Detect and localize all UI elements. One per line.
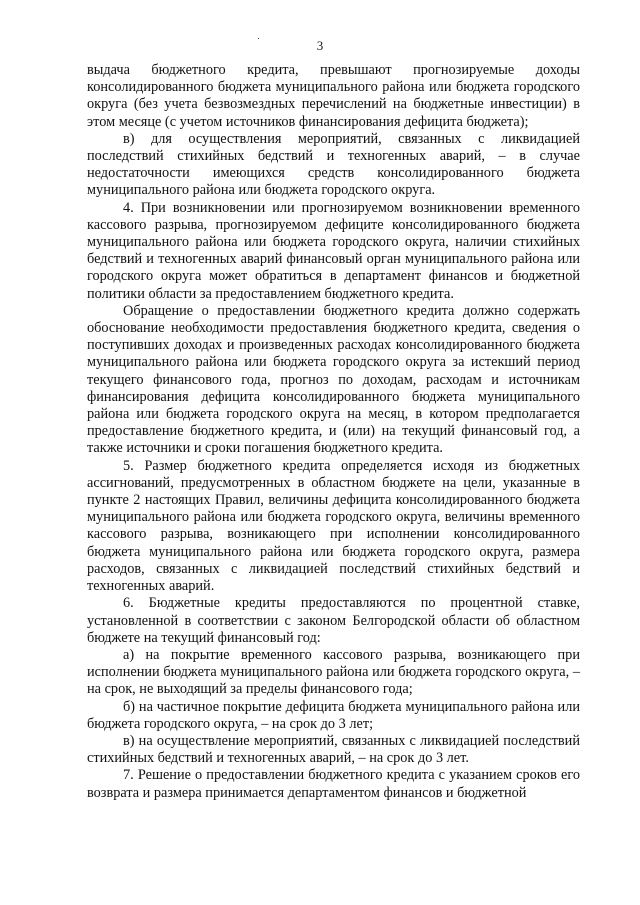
page-number: 3 bbox=[316, 38, 324, 53]
paragraph-7: 7. Решение о предоставлении бюджетного кредита с указанием сроков его возврата и размера принимается департаментом финансов и бюджетной bbox=[87, 767, 580, 801]
paragraph-4-request: Обращение о предоставлении бюджетного кредита должно содержать обоснование необходимости предоставления бюджетного кредита, сведения о поступивших доходах и произведенных расходах консолидированного бюджета муниципального района или бюджета городского округа за истекший период текущего финансового года, прогноз по доходам, расходам и источникам финансирования дефицита консолидированного бюджета муниципального района или бюджета городского округа на месяц, в котором предполагается предоставление бюджетного кредита, и (или) на текущий финансовый год, а также источники и сроки погашения бюджетного кредита. bbox=[87, 302, 580, 457]
paragraph-continuation: выдача бюджетного кредита, превышают прогнозируемые доходы консолидированного бюджета муниципального района или бюджета городского округа (без учета безвозмездных перечислений на бюджетные инвестиции) в этом месяце (с учетом источников финансирования дефицита бюджета); bbox=[87, 62, 580, 130]
paragraph-3v: в) для осуществления мероприятий, связанных с ликвидацией последствий стихийных бедствий и техногенных аварий, – в случае недостаточности имеющихся средств консолидированного бюджета муниципального района или бюджета городского округа. bbox=[87, 130, 580, 199]
paragraph-6a: а) на покрытие временного кассового разрыва, возникающего при исполнении бюджета муниципального района или бюджета городского округа, – на срок, не выходящий за пределы финансового года; bbox=[87, 646, 580, 698]
paragraph-6v: в) на осуществление мероприятий, связанных с ликвидацией последствий стихийных бедствий и техногенных аварий, – на срок до 3 лет. bbox=[87, 732, 580, 767]
paragraph-5: 5. Размер бюджетного кредита определяется исходя из бюджетных ассигнований, предусмотренных в областном бюджете на цели, указанные в пункте 2 настоящих Правил, величины дефицита консолидированного бюджета муниципального района или бюджета городского округа, величины временного кассового разрыва, возникающего при исполнении консолидированного бюджета муниципального района или бюджета городского округа, размера расходов, связанных с ликвидацией последствий стихийных бедствий и техногенных аварий. bbox=[87, 457, 580, 595]
paragraph-6: 6. Бюджетные кредиты предоставляются по процентной ставке, установленной в соответствии с законом Белгородской области об областном бюджете на текущий финансовый год: bbox=[87, 595, 580, 646]
paragraph-6b: б) на частичное покрытие дефицита бюджета муниципального района или бюджета городского округа, – на срок до 3 лет; bbox=[87, 698, 580, 732]
document-body bbox=[87, 62, 580, 802]
paragraph-4: 4. При возникновении или прогнозируемом возникновении временного кассового разрыва, прогнозируемом дефиците консолидированного бюджета муниципального района или бюджета городского округа, наличии стихийных бедствий и техногенных аварий финансовый орган муниципального района или городского округа может обратиться в департамент финансов и бюджетной политики области за предоставлением бюджетного кредита. bbox=[87, 199, 580, 302]
